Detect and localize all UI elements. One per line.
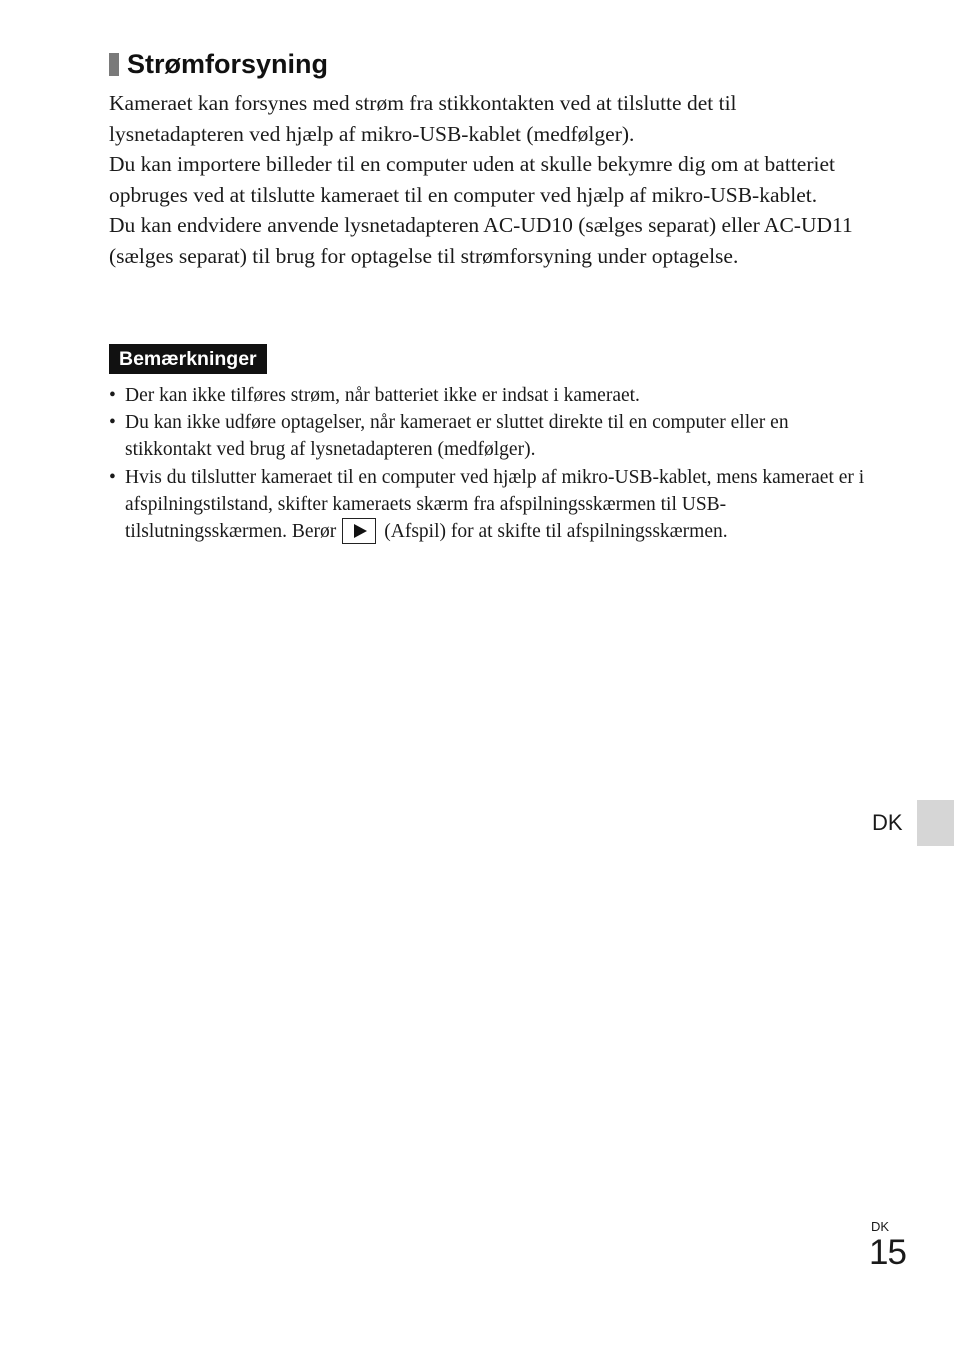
list-item	[109, 464, 869, 546]
note-text: Hvis du tilslutter kameraet til en computer ved hjælp af mikro-USB-kablet, mens kameraet er i afspilningstilstand, skifter kameraets skærm fra afspilningsskærmen til USB-tilslutningsskærmen. Berør	[125, 466, 865, 543]
section-title: Strømforsyning	[127, 49, 329, 79]
language-tab-label: DK	[872, 810, 903, 835]
notes-list	[109, 382, 869, 545]
bullet: •	[109, 466, 116, 488]
heading-marker	[109, 53, 119, 76]
page-number: 15	[869, 1233, 906, 1272]
section-body	[109, 88, 869, 271]
section-heading	[109, 47, 328, 81]
play-button-icon	[342, 518, 376, 544]
list-item	[109, 382, 869, 409]
footer-language: DK	[871, 1219, 890, 1234]
paragraph: Du kan importere billeder til en computer uden at skulle bekymre dig om at batteriet opbruges ved at tilslutte kameraet til en computer ved hjælp af mikro-USB-kablet.	[109, 152, 835, 207]
paragraph: Du kan endvidere anvende lysnetadapteren AC-UD10 (sælges separat) eller AC-UD11 (sælges separat) til brug for optagelse til strømforsyning under optagelse.	[109, 213, 853, 268]
note-text-continued: (Afspil) for at skifte til afspilningsskærmen.	[384, 521, 728, 543]
bullet: •	[109, 412, 116, 434]
list-item	[109, 409, 869, 463]
note-text: Du kan ikke udføre optagelser, når kameraet er sluttet direkte til en computer eller en stikkontakt ved brug af lysnetadapteren (medfølger).	[125, 412, 789, 461]
language-tab	[917, 800, 954, 846]
note-text: Der kan ikke tilføres strøm, når batteriet ikke er indsat i kameraet.	[125, 385, 640, 406]
bullet: •	[109, 385, 116, 406]
notes-label: Bemærkninger	[109, 344, 267, 374]
paragraph: Kameraet kan forsynes med strøm fra stikkontakten ved at tilslutte det til lysnetadapteren ved hjælp af mikro-USB-kablet (medfølger).	[109, 91, 737, 146]
